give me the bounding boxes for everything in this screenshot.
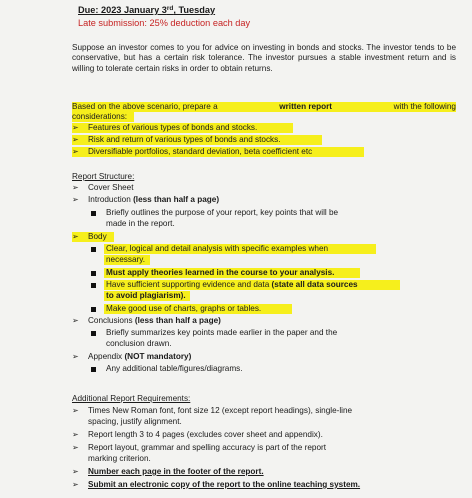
body-sub3-bold: (state all data sources <box>271 280 358 289</box>
body-sub3-line-1 <box>106 280 358 290</box>
task-item-3: Diversifiable portfolios, standard deviation, beta coefficient etc <box>88 147 313 156</box>
body-sub3-line-2: to avoid plagiarism). <box>106 291 186 300</box>
arrow-bullet-icon: ➢ <box>72 135 79 144</box>
conclusions-sub-line-2: conclusion drawn. <box>106 339 172 348</box>
conclusions-sub-line-1: Briefly summarizes key points made earlier in the paper and the <box>106 328 338 337</box>
arrow-bullet-icon: ➢ <box>72 232 79 241</box>
scenario-paragraph: Suppose an investor comes to you for advice on investing in bonds and stocks. The investor tends to be conservative, but has a certain risk tolerance. The investor pursues a stable investment return and is willing to tolerate certain risks in order to obtain returns. <box>72 43 456 73</box>
conclusions-label: Conclusions <box>88 316 133 325</box>
appendix-sub: Any additional table/figures/diagrams. <box>106 364 243 373</box>
body-sub3-text: Have sufficient supporting evidence and data <box>106 280 270 289</box>
due-date-weekday: , Tuesday <box>173 5 216 15</box>
due-date-text: Due: 2023 January 3 <box>78 5 167 15</box>
arrow-bullet-icon: ➢ <box>72 183 79 192</box>
requirement-1-line-1: Times New Roman font, font size 12 (except report headings), single-line <box>88 406 353 415</box>
intro-sub-line-2: made in the report. <box>106 219 175 228</box>
due-date-sup: rd <box>166 5 174 12</box>
structure-body: Body <box>88 232 107 241</box>
arrow-bullet-icon: ➢ <box>72 316 79 325</box>
body-sub2: Must apply theories learned in the course to your analysis. <box>106 268 335 277</box>
due-date <box>78 5 215 16</box>
requirement-5: Submit an electronic copy of the report to the online teaching system. <box>88 480 361 489</box>
arrow-bullet-icon: ➢ <box>72 195 79 204</box>
requirement-1-line-2: spacing, justify alignment. <box>88 417 182 426</box>
arrow-bullet-icon: ➢ <box>72 480 79 489</box>
task-item-2: Risk and return of various types of bonds and stocks. <box>88 135 281 144</box>
square-bullet-icon <box>91 211 96 216</box>
arrow-bullet-icon: ➢ <box>72 147 79 156</box>
body-sub1-line-2: necessary. <box>106 255 145 264</box>
structure-appendix <box>88 352 191 362</box>
appendix-label: Appendix <box>88 352 123 361</box>
intro-label: Introduction <box>88 195 131 204</box>
conclusions-note: (less than half a page) <box>134 316 221 325</box>
square-bullet-icon <box>91 247 96 252</box>
body-sub4: Make good use of charts, graphs or tables. <box>106 304 262 313</box>
arrow-bullet-icon: ➢ <box>72 352 79 361</box>
task-item-1: Features of various types of bonds and stocks. <box>88 123 258 132</box>
requirement-3-line-2: marking criterion. <box>88 454 151 463</box>
structure-cover: Cover Sheet <box>88 183 134 192</box>
body-sub1-line-1: Clear, logical and detail analysis with specific examples when <box>106 244 329 253</box>
structure-intro <box>88 195 219 205</box>
appendix-note: (NOT mandatory) <box>124 352 192 361</box>
intro-sub-line-1: Briefly outlines the purpose of your report, key points that will be <box>106 208 339 217</box>
arrow-bullet-icon: ➢ <box>72 443 79 452</box>
square-bullet-icon <box>91 307 96 312</box>
requirement-4: Number each page in the footer of the report. <box>88 467 264 476</box>
square-bullet-icon <box>91 331 96 336</box>
task-line-1 <box>72 102 456 112</box>
task-prefix: Based on the above scenario, prepare a <box>72 102 218 111</box>
structure-heading: Report Structure: <box>72 172 135 181</box>
late-penalty: Late submission: 25% deduction each day <box>78 18 251 28</box>
square-bullet-icon <box>91 367 96 372</box>
requirement-3-line-1: Report layout, grammar and spelling accuracy is part of the report <box>88 443 327 452</box>
intro-note: (less than half a page) <box>133 195 220 204</box>
arrow-bullet-icon: ➢ <box>72 123 79 132</box>
task-suffix: with the following <box>393 102 456 111</box>
task-written-report: written report <box>279 102 333 111</box>
arrow-bullet-icon: ➢ <box>72 430 79 439</box>
square-bullet-icon <box>91 283 96 288</box>
structure-conclusions <box>88 316 221 326</box>
requirements-heading: Additional Report Requirements: <box>72 394 191 403</box>
arrow-bullet-icon: ➢ <box>72 467 79 476</box>
task-line-2: considerations: <box>72 112 128 121</box>
square-bullet-icon <box>91 271 96 276</box>
arrow-bullet-icon: ➢ <box>72 406 79 415</box>
requirement-2: Report length 3 to 4 pages (excludes cover sheet and appendix). <box>88 430 323 439</box>
